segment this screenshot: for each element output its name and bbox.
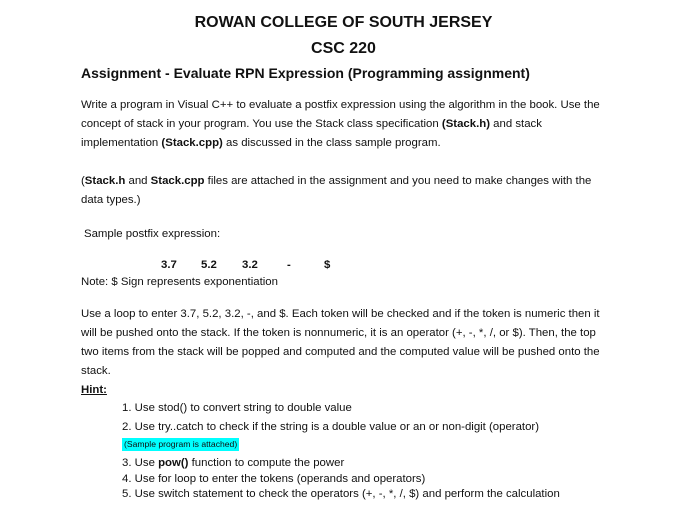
token: 3.2 (242, 259, 258, 271)
files-note-paragraph (81, 172, 616, 210)
college-name: ROWAN COLLEGE OF SOUTH JERSEY (194, 14, 493, 31)
item3-post: function to compute the power (188, 457, 345, 469)
item3-pre: 3. Use (122, 457, 159, 469)
para1-text-2: and stack implementation (81, 118, 542, 149)
token: 3.7 (161, 259, 177, 271)
course-code: CSC 220 (311, 40, 376, 57)
stack-h-file: Stack.h (84, 175, 126, 187)
pow-function: pow() (158, 457, 189, 469)
hint-item-2: 2. Use try..catch to check if the string is a double value or an or non-digit (operator) (122, 421, 540, 433)
sample-attached-highlight: (Sample program is attached) (124, 439, 238, 449)
token: 5.2 (201, 259, 217, 271)
stack-h-ref: (Stack.h) (441, 118, 491, 130)
stack-cpp-ref: (Stack.cpp) (161, 137, 223, 149)
token: - (287, 259, 291, 271)
sample-label: Sample postfix expression: (84, 228, 221, 240)
para1-text-3: as discussed in the class sample program. (222, 137, 441, 149)
hint-item-5: 5. Use switch statement to check the operators (+, -, *, /, $) and perform the calculation (122, 488, 560, 500)
hint-item-1: 1. Use stod() to convert string to double value (122, 402, 352, 414)
para1-text-1: Write a program in Visual C++ to evaluate a postfix expression using the algorithm in the book. Use the concept of stack in your program. You use the Stack class specification (81, 99, 600, 130)
para2-text-2: and (125, 175, 151, 187)
hint-heading: Hint: (81, 384, 107, 396)
exponent-note: Note: $ Sign represents exponentiation (81, 276, 278, 288)
assignment-title: Assignment - Evaluate RPN Expression (Programming assignment) (81, 65, 530, 81)
para2-text-1: ( (81, 175, 85, 187)
token: $ (324, 259, 331, 271)
para2-text-3: files are attached in the assignment and you need to make changes with the data types.) (81, 175, 592, 206)
loop-description-paragraph: Use a loop to enter 3.7, 5.2, 3.2, -, and $. Each token will be checked and if the token is numeric then it will be pushed onto the stack. If the token is nonnumeric, it is an operator (+, -, *, /, or $). Then, the top two items from the stack will be popped and computed and the computed value will be pushed onto the stack. (81, 308, 600, 377)
hint-item-4: 4. Use for loop to enter the tokens (operands and operators) (122, 473, 426, 485)
instructions-paragraph (81, 96, 616, 153)
hint-item-3 (122, 457, 344, 469)
stack-cpp-file: Stack.cpp (150, 175, 205, 187)
